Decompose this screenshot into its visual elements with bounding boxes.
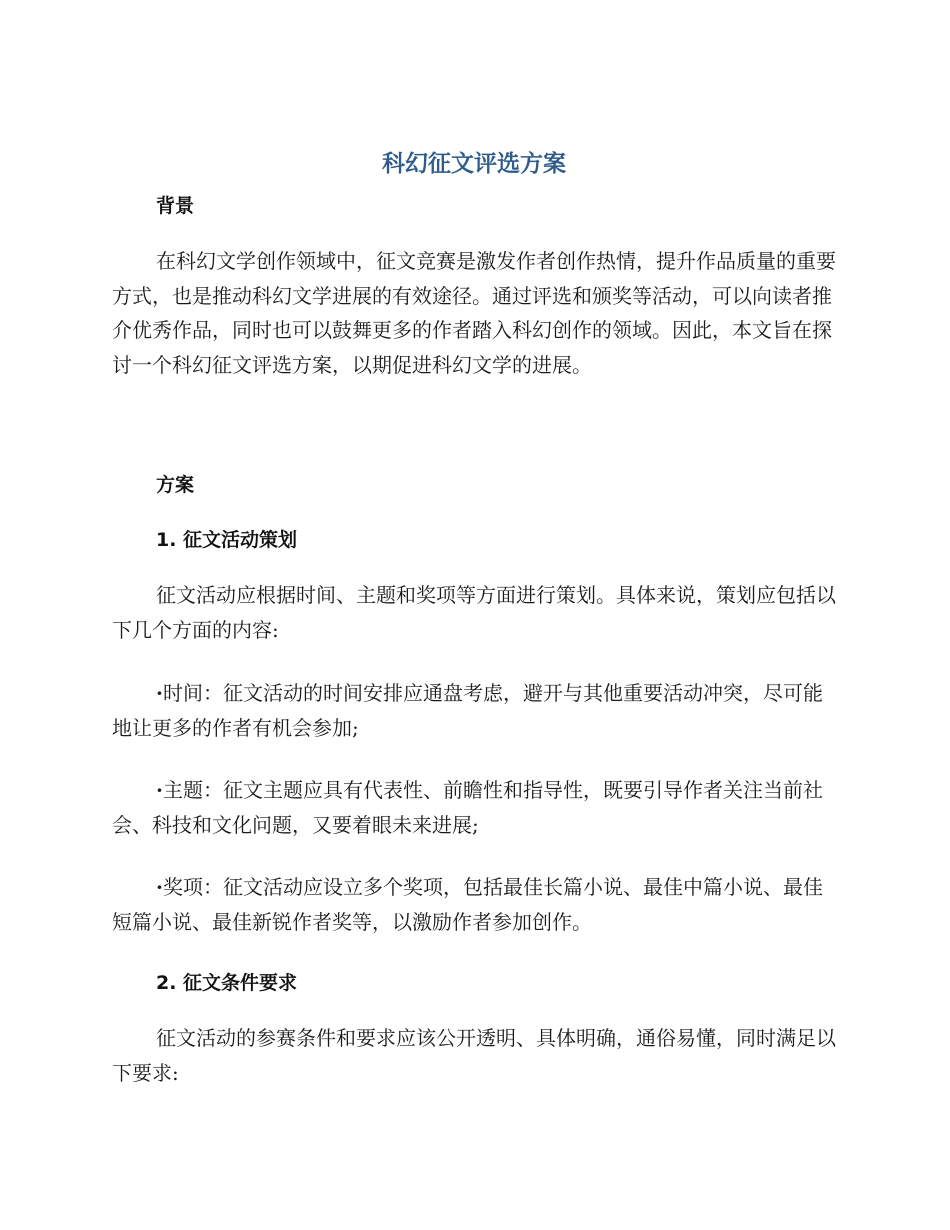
requirements-paragraph: 征文活动的参赛条件和要求应该公开透明、具体明确，通俗易懂，同时满足以下要求: [112, 1026, 836, 1085]
planning-paragraph: 征文活动应根据时间、主题和奖项等方面进行策划。具体来说，策划应包括以下几个方面的内容: [112, 583, 836, 642]
bullet-text: 时间：征文活动的时间安排应通盘考虑，避开与其他重要活动冲突，尽可能地让更多的作者有机会参加; [112, 681, 823, 740]
subsection-heading-planning: 1. 征文活动策划 [156, 529, 298, 551]
bullet-marker: · [156, 778, 163, 802]
bullet-text: 主题：征文主题应具有代表性、前瞻性和指导性，既要引导作者关注当前社会、科技和文化问题，又要着眼未来进展; [112, 778, 823, 837]
bullet-text: 奖项：征文活动应设立多个奖项，包括最佳长篇小说、最佳中篇小说、最佳短篇小说、最佳新锐作者奖等，以激励作者参加创作。 [112, 875, 823, 934]
section-heading-background: 背景 [156, 195, 195, 217]
section-heading-plan: 方案 [156, 474, 195, 496]
bullet-item-time [112, 676, 836, 745]
bullet-marker: · [156, 681, 163, 705]
bullet-item-awards [112, 870, 836, 939]
page-title: 科幻征文评选方案 [382, 151, 566, 177]
bullet-marker: · [156, 875, 163, 899]
background-paragraph: 在科幻文学创作领域中，征文竞赛是激发作者创作热情，提升作品质量的重要方式，也是推动科幻文学进展的有效途径。通过评选和颁奖等活动，可以向读者推介优秀作品，同时也可以鼓舞更多的作者踏入科幻创作的领域。因此，本文旨在探讨一个科幻征文评选方案，以期促进科幻文学的进展。 [112, 249, 836, 377]
subsection-heading-requirements: 2. 征文条件要求 [156, 972, 298, 994]
bullet-item-theme [112, 773, 836, 842]
